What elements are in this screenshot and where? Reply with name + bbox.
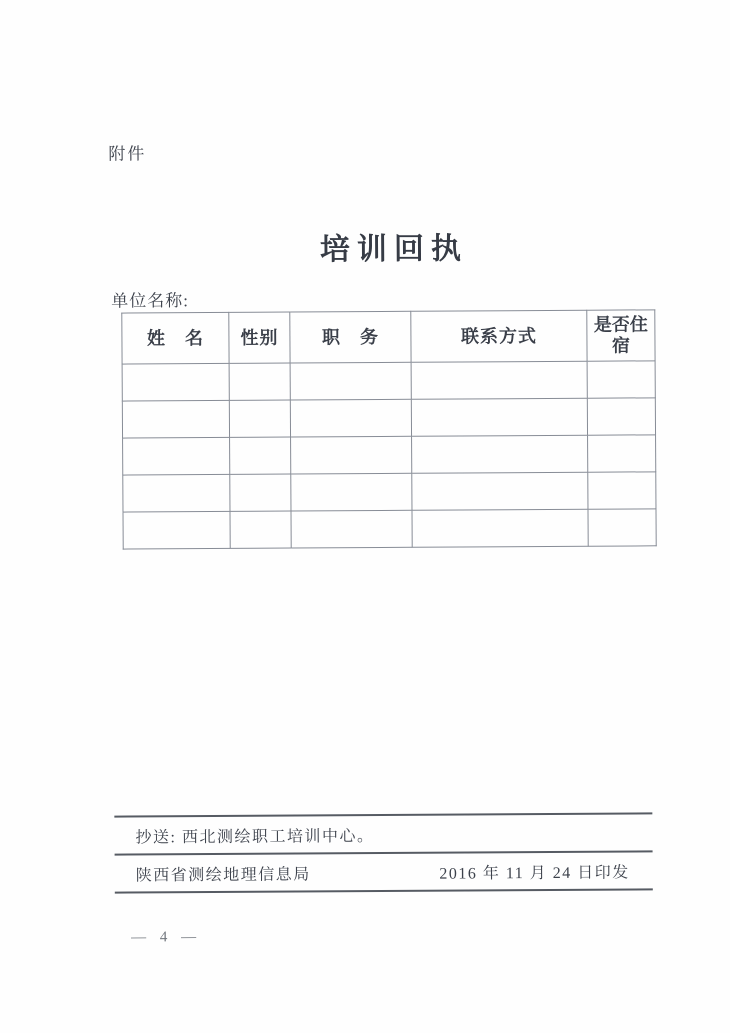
table-row [123,435,656,475]
footer-rule-bottom [115,888,653,893]
issue-date: 2016 年 11 月 24 日印发 [439,864,630,883]
col-header-lodging: 是否住宿 [587,310,655,361]
page-number: — 4 — [131,929,202,946]
table-cell [588,435,656,472]
col-header-name: 姓 名 [122,312,229,364]
attachment-label: 附件 [108,144,147,164]
table-cell [412,472,588,510]
table-cell [230,474,291,511]
col-header-duty: 职 务 [290,311,411,363]
table-cell [291,473,412,511]
table-cell [588,472,656,509]
table-cell [587,398,655,435]
training-reply-table [121,309,656,549]
table-row [123,509,656,549]
col-header-gender: 性别 [229,312,290,363]
table-cell [290,362,411,400]
col-header-contact: 联系方式 [411,310,587,362]
table-cell [123,474,230,512]
table-cell [230,511,291,548]
issuer-name: 陕西省测绘地理信息局 [135,866,311,885]
issue-row [136,859,630,885]
table-cell [412,509,588,547]
table-cell [229,400,290,437]
table-cell [412,435,588,473]
table-cell [122,400,229,438]
table-cell [229,363,290,400]
table-cell [291,436,412,474]
table-cell [291,510,412,548]
cc-line: 抄送: 西北测绘职工培训中心。 [135,828,375,847]
table-header-row [122,310,655,364]
table-cell [411,398,587,436]
footer-rule-middle [115,850,653,855]
table-row [122,361,655,401]
page-title: 培训回执 [319,232,468,267]
table-cell [411,361,587,399]
table-cell [290,399,411,437]
table-row [123,472,656,512]
table-cell [230,437,291,474]
table-cell [122,363,229,401]
table-cell [123,511,230,549]
table-row [122,398,655,438]
unit-name-label: 单位名称: [111,291,189,311]
table-cell [123,437,230,475]
table-body [122,361,656,549]
footer-rule-top [114,812,652,817]
table-cell [588,509,656,546]
table-cell [587,361,655,398]
